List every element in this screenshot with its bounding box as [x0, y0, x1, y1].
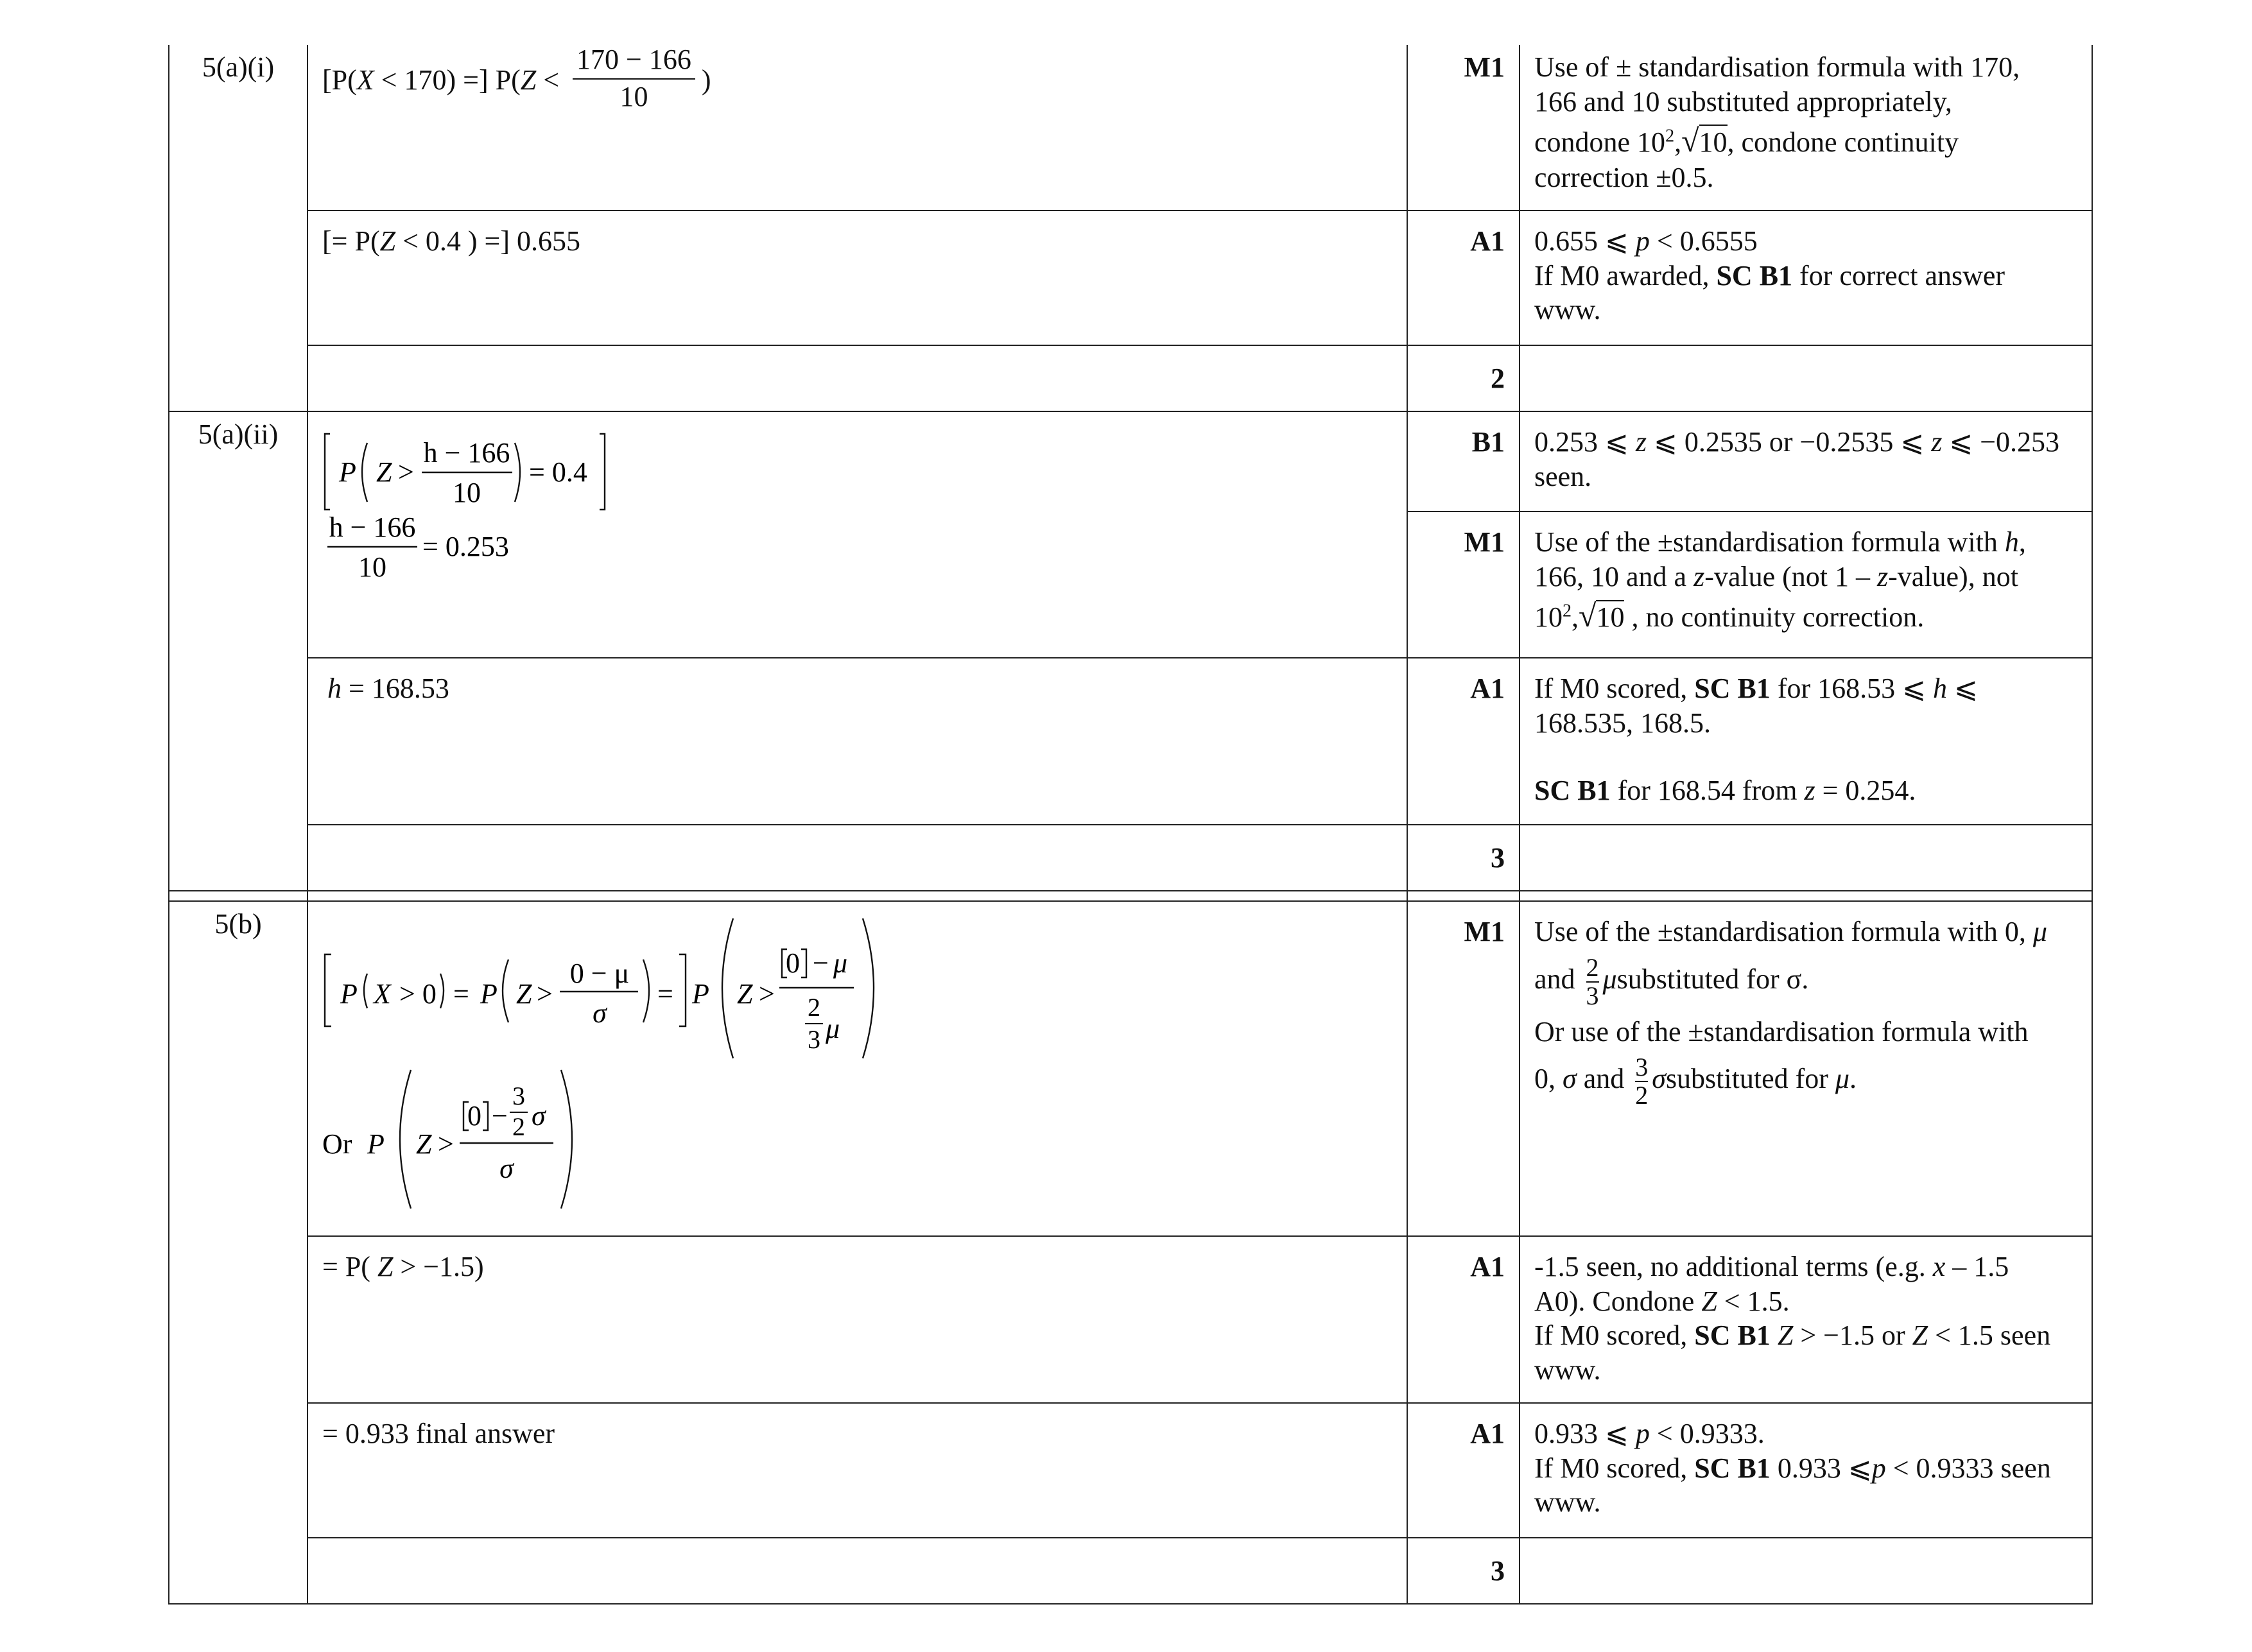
fraction — [1586, 954, 1599, 1010]
fraction — [573, 42, 695, 114]
variable-h: h — [2004, 526, 2019, 558]
variable-z: z — [1635, 426, 1647, 458]
table-row — [169, 658, 2092, 825]
guidance-line — [1534, 425, 2080, 460]
guidance-line — [1534, 1284, 2080, 1319]
variable-z: z — [1931, 426, 1943, 458]
answer-math — [308, 902, 1407, 1217]
answer-cell — [307, 825, 1407, 891]
table-row — [169, 1236, 2092, 1403]
guidance-text — [1520, 412, 2092, 494]
variable-p: p — [1871, 1452, 1886, 1484]
fraction-denominator: 2 — [1635, 1081, 1649, 1110]
guidance-line — [1534, 596, 2080, 635]
mark-cell — [1407, 1403, 1520, 1538]
guidance-line — [1534, 773, 2080, 808]
table-row — [169, 411, 2092, 512]
table-row — [169, 1403, 2092, 1538]
question-number: 5(b) — [214, 908, 262, 940]
guidance-fragment: ⩽ — [1947, 673, 1978, 704]
answer-fragment: > −1.5) — [393, 1251, 484, 1282]
guidance-line — [1534, 1250, 2080, 1284]
mark-code: A1 — [1470, 1251, 1505, 1282]
guidance-fragment: -value (not 1 – — [1704, 560, 1877, 592]
guidance-fragment: Use of the ±standardisation formula with — [1534, 526, 2005, 558]
answer-cell — [307, 658, 1407, 825]
guidance-fragment: , — [1674, 126, 1682, 159]
mark-cell — [1407, 901, 1520, 1236]
mark-code: A1 — [1470, 1418, 1505, 1449]
symbol-sigma: σ — [499, 1153, 514, 1184]
sqrt-symbol: √ — [1681, 123, 1699, 159]
fraction-numerator: h − 166 — [329, 512, 416, 543]
guidance-cell — [1520, 211, 2092, 345]
question-number: 5(a)(ii) — [198, 418, 279, 450]
guidance-fragment — [1771, 1320, 1778, 1351]
guidance-line: 168.535, 168.5. — [1534, 707, 1711, 739]
minus-sign: − — [492, 1100, 508, 1131]
guidance-fragment: = 0.254. — [1815, 775, 1916, 807]
guidance-fragment: ⩽ 0.2535 or −0.2535 ⩽ — [1647, 426, 1932, 458]
guidance-fragment: ⩽ −0.253 — [1942, 426, 2060, 458]
guidance-cell — [1520, 45, 2092, 211]
answer-cell — [307, 1403, 1407, 1538]
symbol-sigma: σ — [1652, 1063, 1666, 1095]
fraction-denominator: 10 — [358, 551, 386, 581]
answer-cell — [307, 1236, 1407, 1403]
guidance-line: 166 and 10 substituted appropriately, — [1534, 85, 1952, 117]
sqrt-radicand: 10 — [1699, 125, 1728, 158]
guidance-fragment: < 1.5 seen — [1928, 1320, 2051, 1352]
symbol-z: Z — [737, 978, 753, 1010]
minus-sign: − — [813, 947, 829, 979]
guidance-fragment: . — [1849, 1063, 1857, 1095]
equals-sign: = — [657, 978, 673, 1010]
guidance-fragment: condone 10 — [1534, 126, 1666, 159]
guidance-cell — [1520, 345, 2092, 411]
symbol-p: P — [339, 456, 356, 488]
answer-cell — [307, 1538, 1407, 1604]
table-row — [169, 211, 2092, 345]
section-separator — [169, 891, 2092, 901]
table-row — [169, 901, 2092, 1236]
answer-fragment: < — [536, 64, 567, 96]
guidance-line: correction ±0.5. — [1534, 162, 1714, 194]
fraction-denominator: 10 — [619, 80, 648, 112]
separator-cell — [169, 891, 307, 901]
guidance-line — [1534, 259, 2080, 293]
answer-cell — [307, 345, 1407, 411]
mark-cell — [1407, 825, 1520, 891]
mark-cell — [1407, 658, 1520, 825]
symbol-x: X — [374, 978, 391, 1010]
guidance-fragment: < 0.9333 seen — [1885, 1452, 2051, 1484]
variable-z: Z — [379, 225, 396, 257]
variable-z: z — [1804, 775, 1815, 807]
guidance-text — [1520, 658, 2092, 808]
table-row — [169, 345, 2092, 411]
guidance-fragment: 166, 10 and a — [1534, 560, 1694, 592]
mark-cell — [1407, 512, 1520, 658]
fraction-numerator: 0 − μ — [569, 958, 630, 989]
guidance-line — [1534, 671, 2080, 706]
guidance-fragment: 0, — [1534, 1063, 1563, 1095]
guidance-fragment: If M0 scored, — [1534, 673, 1695, 704]
guidance-fragment: for 168.53 ⩽ — [1770, 673, 1934, 704]
variable-p: p — [1635, 225, 1650, 257]
fraction-denominator: 10 — [453, 477, 481, 508]
answer-text: = 0.933 final answer — [322, 1418, 555, 1449]
separator-cell — [1407, 891, 1520, 901]
guidance-line — [1534, 1318, 2080, 1353]
guidance-fragment: , — [2018, 526, 2026, 558]
mark-code: M1 — [1464, 916, 1505, 947]
fraction-denominator: 3 — [808, 1025, 820, 1054]
symbol-sigma: σ — [532, 1100, 546, 1131]
guidance-cell — [1520, 1403, 2092, 1538]
guidance-fragment: and — [1576, 1063, 1632, 1095]
guidance-line — [1534, 560, 2080, 594]
mark-cell — [1407, 1236, 1520, 1403]
guidance-fragment: 0.253 ⩽ — [1534, 426, 1636, 458]
answer-cell — [307, 45, 1407, 211]
guidance-fragment: < 1.5. — [1717, 1285, 1790, 1317]
guidance-fragment: , condone continuity — [1727, 126, 1959, 159]
question-label-5ai — [169, 45, 307, 411]
or-label: Or — [322, 1128, 352, 1160]
symbol-gt: > — [759, 978, 775, 1010]
answer-cell — [307, 211, 1407, 345]
table-row — [169, 45, 2092, 211]
sqrt-radicand: 10 — [1596, 601, 1625, 633]
separator-cell — [307, 891, 1407, 901]
guidance-text — [1520, 1237, 2092, 1388]
answer-fragment: = P( — [322, 1251, 377, 1282]
guidance-fragment: substituted for σ. — [1616, 963, 1809, 995]
fraction-numerator: 2 — [1586, 952, 1599, 982]
symbol-p: P — [367, 1128, 385, 1160]
fraction-denominator: 2 — [512, 1112, 525, 1141]
fraction-denominator: 3 — [1586, 981, 1599, 1010]
symbol-sigma: σ — [1563, 1063, 1577, 1095]
guidance-fragment: < 0.9333. — [1649, 1418, 1765, 1449]
variable-z: z — [1693, 560, 1705, 592]
superscript: 2 — [1665, 126, 1675, 146]
symbol-p: P — [340, 978, 358, 1010]
guidance-fragment: If M0 scored, — [1534, 1452, 1695, 1484]
table-row — [169, 1538, 2092, 1604]
symbol-mu: μ — [1835, 1063, 1850, 1095]
guidance-line — [1534, 954, 2080, 1010]
symbol-z: Z — [376, 456, 392, 488]
guidance-text — [1520, 211, 2092, 327]
question-label-5b — [169, 901, 307, 1604]
guidance-text — [1520, 45, 2092, 195]
special-case-label: SC B1 — [1694, 673, 1771, 704]
equals-sign: = — [453, 978, 469, 1010]
guidance-line — [1534, 1054, 2080, 1109]
bracketed-probability — [322, 430, 643, 513]
guidance-fragment: If M0 awarded, — [1534, 259, 1717, 291]
guidance-fragment: substituted for — [1665, 1063, 1835, 1095]
guidance-fragment: 0.655 ⩽ — [1534, 225, 1636, 257]
mark-code: M1 — [1464, 51, 1505, 83]
mark-scheme-table — [168, 45, 2093, 1605]
guidance-fragment: < 0.6555 — [1649, 225, 1758, 257]
variable-z: Z — [1777, 1320, 1794, 1352]
variable-p: p — [1635, 1418, 1650, 1449]
special-case-label: SC B1 — [1694, 1320, 1771, 1352]
guidance-fragment: for correct answer — [1792, 259, 2005, 291]
guidance-cell — [1520, 1236, 2092, 1403]
guidance-fragment: 0.933 ⩽ — [1534, 1418, 1636, 1449]
answer-fragment: = 168.53 — [342, 673, 449, 704]
answer-cell — [307, 411, 1407, 658]
guidance-fragment: A0). Condone — [1534, 1285, 1702, 1317]
answer-fragment: < 0.4 ) =] 0.655 — [395, 225, 581, 257]
variable-h: h — [327, 673, 342, 704]
fraction-numerator: 2 — [808, 993, 820, 1022]
guidance-line — [1534, 1416, 2080, 1451]
guidance-line: www. — [1534, 294, 1601, 326]
answer-fragment: [P( — [322, 64, 357, 96]
symbol-gt: > — [537, 978, 553, 1010]
fraction — [1635, 1054, 1648, 1109]
zero-value: 0 — [467, 1100, 481, 1131]
mark-cell — [1407, 211, 1520, 345]
symbol-mu: μ — [826, 1013, 840, 1044]
fraction-denominator: σ — [593, 997, 607, 1029]
guidance-fragment: 0.933 ⩽ — [1770, 1452, 1872, 1484]
probability-working — [322, 916, 964, 1217]
separator-cell — [1520, 891, 2092, 901]
symbol-mu: μ — [2032, 916, 2047, 947]
answer-text — [308, 658, 1407, 706]
guidance-line — [1534, 915, 2080, 949]
answer-cell — [307, 901, 1407, 1236]
guidance-cell — [1520, 411, 2092, 512]
mark-cell — [1407, 345, 1520, 411]
answer-text — [308, 45, 1407, 114]
mark-cell — [1407, 411, 1520, 512]
variable-h: h — [1933, 673, 1948, 704]
guidance-cell — [1520, 512, 2092, 658]
special-case-label: SC B1 — [1716, 259, 1793, 291]
fraction-numerator: 3 — [512, 1081, 525, 1110]
standardised-equation — [322, 511, 579, 581]
guidance-fragment: for 168.54 from — [1610, 775, 1805, 807]
guidance-cell — [1520, 901, 2092, 1236]
guidance-fragment: , no continuity correction. — [1624, 601, 1925, 633]
total-marks: 2 — [1491, 363, 1505, 394]
question-number: 5(a)(i) — [202, 51, 275, 83]
guidance-line — [1534, 1451, 2080, 1486]
guidance-fragment: If M0 scored, — [1534, 1320, 1695, 1352]
variable-z: Z — [1701, 1285, 1717, 1317]
guidance-line: www. — [1534, 1486, 1601, 1519]
guidance-fragment: -value), not — [1888, 560, 2018, 592]
answer-math — [308, 412, 1407, 581]
answer-fragment: < 170) =] P( — [374, 64, 521, 96]
symbol-gt: > — [438, 1128, 454, 1160]
guidance-fragment: Use of the ±standardisation formula with 0, — [1534, 916, 2033, 947]
fraction-numerator: 3 — [1635, 1053, 1649, 1082]
guidance-fragment: – 1.5 — [1945, 1251, 2009, 1282]
variable-x: x — [1932, 1251, 1946, 1282]
fraction-numerator: h − 166 — [423, 437, 510, 469]
guidance-text — [1520, 902, 2092, 1109]
symbol-z: Z — [416, 1128, 432, 1160]
guidance-line — [1534, 121, 2080, 160]
sqrt-symbol: √ — [1579, 598, 1597, 634]
special-case-label: SC B1 — [1694, 1452, 1771, 1484]
mark-code: M1 — [1464, 526, 1505, 558]
guidance-fragment: -1.5 seen, no additional terms (e.g. — [1534, 1251, 1933, 1282]
symbol-mu: μ — [833, 947, 848, 979]
symbol-gt: > — [398, 456, 414, 488]
variable-z: Z — [520, 64, 537, 96]
question-label-5aii — [169, 411, 307, 891]
guidance-line: www. — [1534, 1354, 1601, 1386]
mark-cell — [1407, 45, 1520, 211]
symbol-mu: μ — [1602, 963, 1617, 995]
guidance-fragment: > −1.5 or — [1793, 1320, 1912, 1352]
mark-cell — [1407, 1538, 1520, 1604]
equals-value: = 0.4 — [529, 456, 587, 488]
guidance-fragment: and — [1534, 963, 1582, 995]
mark-code: A1 — [1470, 673, 1505, 704]
symbol-p: P — [692, 978, 709, 1010]
guidance-line: Use of ± standardisation formula with 170, — [1534, 51, 2020, 83]
mark-code: B1 — [1471, 426, 1505, 458]
special-case-label: SC B1 — [1534, 775, 1611, 807]
answer-text — [308, 1237, 1407, 1284]
guidance-line: Or use of the ±standardisation formula with — [1534, 1015, 2029, 1047]
variable-z: z — [1877, 560, 1889, 592]
variable-z: Z — [377, 1251, 394, 1282]
total-marks: 3 — [1491, 1555, 1505, 1587]
guidance-cell — [1520, 825, 2092, 891]
superscript: 2 — [1563, 601, 1572, 621]
symbol-z: Z — [516, 978, 532, 1010]
answer-text — [308, 211, 1407, 259]
answer-fragment: [= P( — [322, 225, 380, 257]
guidance-cell — [1520, 1538, 2092, 1604]
guidance-cell — [1520, 658, 2092, 825]
guidance-line — [1534, 525, 2080, 560]
table-row — [169, 825, 2092, 891]
guidance-text — [1520, 1404, 2092, 1520]
variable-z: Z — [1912, 1320, 1928, 1352]
guidance-line — [1534, 224, 2080, 259]
guidance-line: seen. — [1534, 460, 1592, 492]
symbol-p: P — [480, 978, 498, 1010]
answer-fragment: ) — [701, 64, 711, 96]
mark-code: A1 — [1470, 225, 1505, 257]
variable-x: X — [356, 64, 374, 96]
guidance-fragment: 10 — [1534, 601, 1563, 633]
total-marks: 3 — [1491, 842, 1505, 873]
inequality: > 0 — [399, 978, 437, 1010]
guidance-text — [1520, 512, 2092, 635]
zero-value: 0 — [786, 947, 800, 979]
equals-value: = 0.253 — [422, 531, 509, 562]
guidance-fragment: , — [1572, 601, 1579, 633]
fraction-numerator: 170 − 166 — [573, 42, 695, 80]
